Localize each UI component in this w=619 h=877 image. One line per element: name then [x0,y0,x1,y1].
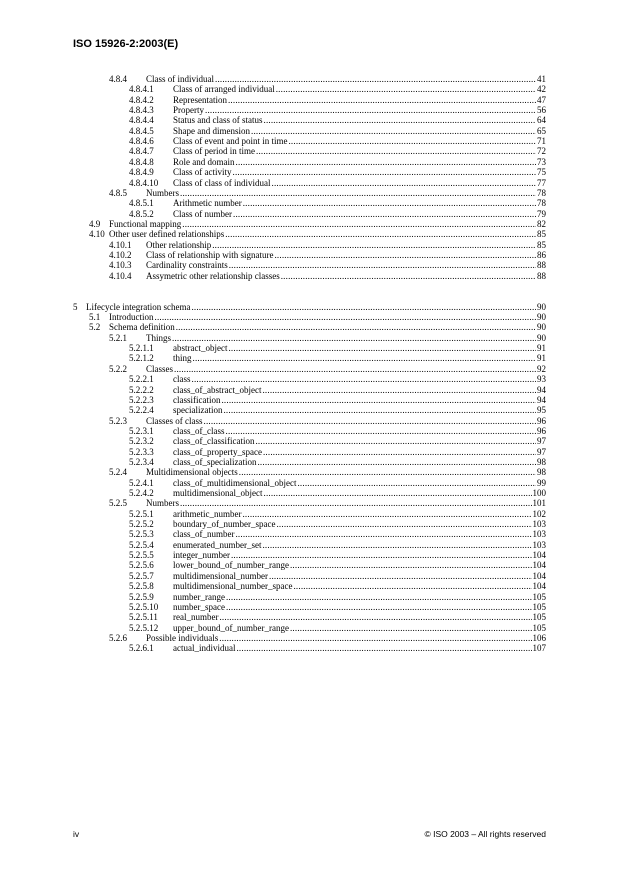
toc-entry-page: 65 [537,125,546,136]
toc-entry-page: 90 [537,332,546,343]
toc-entry-number: 5.2.5.1 [129,508,154,519]
toc-leader-dots [193,353,536,364]
toc-leader-dots [276,84,536,95]
toc-leader-dots [174,364,536,375]
toc-entry-title: multidimensional_number [173,570,268,581]
toc-entry-number: 4.8.5 [109,187,127,198]
toc-entry-number: 5.2.5.9 [129,591,154,602]
toc-entry[interactable] [129,540,546,551]
toc-entry-number: 5.2.3.1 [129,425,154,436]
toc-leader-dots [226,426,537,437]
toc-entry-page: 95 [537,405,546,416]
toc-entry[interactable] [109,260,546,271]
toc-entry-page: 90 [537,301,546,312]
toc-entry[interactable] [129,436,546,447]
toc-entry-title: Introduction [109,312,154,323]
footer-copyright: © ISO 2003 – All rights reserved [424,829,546,839]
toc-entry-page: 103 [532,519,546,530]
toc-entry[interactable] [89,219,546,230]
toc-entry[interactable] [129,478,546,489]
toc-entry[interactable] [129,146,546,157]
toc-leader-dots [251,126,536,137]
toc-entry[interactable] [109,633,546,644]
toc-entry-number: 4.8.4.2 [129,94,154,105]
toc-entry-page: 78 [537,198,546,209]
toc-entry-title: actual_individual [173,643,236,654]
toc-entry-number: 5.2.4.1 [129,477,154,488]
toc-entry-title: enumerated_number_set [173,539,262,550]
toc-leader-dots [229,260,536,271]
toc-leader-dots [269,571,532,582]
toc-leader-dots [228,343,536,354]
toc-entry[interactable] [109,271,546,282]
toc-entry[interactable] [109,240,546,251]
toc-entry-title: class_of_class [173,425,225,436]
toc-leader-dots [235,529,531,540]
toc-leader-dots [215,74,536,85]
toc-entry-title: Class of event and point in time [173,136,288,147]
toc-entry-title: Things [146,332,172,343]
toc-entry-title: class_of_specialization [173,456,257,467]
toc-entry-number: 5.2.5.5 [129,550,154,561]
toc-entry[interactable] [129,519,546,530]
toc-entry-page: 104 [532,581,546,592]
toc-entry-number: 4.9 [89,218,101,229]
toc-entry[interactable] [129,488,546,499]
toc-entry[interactable] [109,188,546,199]
toc-entry[interactable] [109,416,546,427]
toc-entry-number: 5.2.5.7 [129,570,154,581]
toc-entry-number: 5.2.1.1 [129,343,154,354]
toc-entry-title: Class of activity [173,167,232,178]
toc-entry-page: 56 [537,105,546,116]
toc-entry-number: 5.2.2.4 [129,405,154,416]
toc-entry-title: Cardinality constraints [146,260,228,271]
toc-entry-title: Other user defined relationships [109,229,225,240]
toc-entry-title: Numbers [146,498,179,509]
toc-entry-page: 42 [537,84,546,95]
toc-entry-title: Classes [146,363,173,374]
toc-entry-title: thing [173,353,192,364]
toc-entry-page: 103 [532,539,546,550]
toc-entry[interactable] [129,612,546,623]
toc-entry-title: class [173,374,191,385]
toc-entry-page: 85 [537,239,546,250]
toc-entry[interactable] [109,364,546,375]
toc-entry[interactable] [89,229,546,240]
toc-entry-number: 5 [73,301,78,312]
toc-entry-page: 82 [537,218,546,229]
toc-entry-page: 77 [537,177,546,188]
toc-entry[interactable] [129,395,546,406]
toc-entry[interactable] [129,136,546,147]
toc-leader-dots [221,395,536,406]
toc-entry-page: 104 [532,550,546,561]
toc-leader-dots [204,416,537,427]
toc-entry-number: 5.2.3 [109,415,127,426]
document-header: ISO 15926-2:2003(E) [73,38,179,50]
toc-entry-number: 5.2.5.3 [129,529,154,540]
toc-entry-number: 5.2 [89,322,101,333]
toc-entry-page: 106 [532,632,546,643]
toc-entry-page: 41 [537,74,546,84]
toc-leader-dots [243,198,536,209]
toc-entry[interactable] [129,374,546,385]
toc-entry-number: 5.2.5.12 [129,622,159,633]
toc-entry-title: Other relationship [146,239,212,250]
toc-entry-title: multidimensional_object [173,488,263,498]
toc-entry-number: 4.10.1 [109,239,132,250]
toc-leader-dots [262,540,531,551]
toc-entry-page: 97 [537,446,546,457]
toc-entry-title: class_of_abstract_object [173,384,262,395]
toc-entry-title: number_space [173,601,225,612]
footer-page-number: iv [73,829,80,839]
toc-entry[interactable] [129,602,546,613]
toc-entry-number: 4.8.4 [109,74,127,84]
toc-entry-title: Class of class of individual [173,177,271,188]
toc-entry-number: 5.2.1.2 [129,353,154,364]
toc-leader-dots [236,643,531,654]
toc-entry-page: 85 [537,229,546,240]
toc-entry-title: Assymetric other relationship classes [146,270,280,281]
toc-leader-dots [276,519,531,530]
toc-leader-dots [155,312,537,323]
toc-entry-number: 5.2.2.1 [129,374,154,385]
toc-entry-number: 4.8.4.10 [129,177,159,188]
toc-entry-title: real_number [173,612,219,623]
toc-entry[interactable] [109,74,546,85]
toc-leader-dots [212,240,536,251]
toc-entry-title: Possible individuals [146,632,219,643]
toc-leader-dots [172,333,536,344]
toc-entry-number: 5.2.5.4 [129,539,154,550]
toc-entry[interactable] [129,198,546,209]
toc-entry-title: Functional mapping [109,218,182,229]
toc-leader-dots [225,229,536,240]
toc-entry-title: Class of individual [146,74,214,84]
toc-entry-page: 103 [532,529,546,540]
toc-entry-title: Arithmetic number [173,198,242,209]
toc-entry-page: 88 [537,270,546,281]
toc-entry-number: 5.2.5.10 [129,601,159,612]
toc-entry-title: abstract_object [173,343,228,354]
toc-leader-dots [242,509,531,520]
toc-entry-title: lower_bound_of_number_range [173,560,289,571]
toc-entry[interactable] [129,447,546,458]
toc-entry-page: 96 [537,425,546,436]
toc-leader-dots [228,95,536,106]
toc-entry-title: Shape and dimension [173,125,250,136]
toc-leader-dots [176,322,536,333]
toc-entry-page: 98 [537,467,546,478]
toc-entry-title: Lifecycle integration schema [86,301,191,312]
toc-entry-number: 4.8.4.5 [129,125,154,136]
toc-entry-number: 5.2.6 [109,632,127,643]
toc-entry[interactable] [109,498,546,509]
toc-entry-number: 4.8.5.2 [129,208,154,219]
toc-entry-page: 90 [537,312,546,323]
toc-entry-page: 64 [537,115,546,126]
toc-entry-page: 91 [537,353,546,364]
toc-entry-title: Numbers [146,187,179,198]
toc-entry-number: 4.10.3 [109,260,132,271]
toc-entry-number: 5.2.3.3 [129,446,154,457]
toc-entry[interactable] [129,550,546,561]
toc-entry-number: 5.2.5.2 [129,519,154,530]
toc-entry-page: 107 [532,643,546,654]
toc-entry-page: 88 [537,260,546,271]
toc-entry-title: specialization [173,405,223,416]
toc-entry[interactable] [109,250,546,261]
toc-entry-page: 97 [537,436,546,447]
toc-entry-number: 5.2.4 [109,467,127,478]
toc-entry[interactable] [73,302,546,313]
toc-entry-number: 4.8.4.8 [129,156,154,167]
toc-entry[interactable] [129,581,546,592]
toc-entry-page: 99 [537,477,546,488]
toc-entry-page: 105 [532,612,546,623]
toc-entry-page: 78 [537,187,546,198]
toc-entry[interactable] [129,126,546,137]
toc-leader-dots [290,560,532,571]
toc-entry-page: 79 [537,208,546,219]
toc-entry[interactable] [129,571,546,582]
toc-entry-number: 4.10 [89,229,105,240]
toc-entry-title: Class of arranged individual [173,84,275,95]
toc-entry[interactable] [129,509,546,520]
toc-leader-dots [257,457,536,468]
toc-entry-page: 47 [537,94,546,105]
toc-leader-dots [236,157,537,168]
toc-entry-title: number_range [173,591,225,602]
toc-entry-title: Class of period in time [173,146,255,157]
toc-entry-number: 4.8.4.4 [129,115,154,126]
toc-entry[interactable] [129,157,546,168]
toc-leader-dots [274,250,536,261]
toc-entry-page: 101 [532,498,546,509]
toc-entry-number: 5.2.5.6 [129,560,154,571]
toc-leader-dots [233,209,536,220]
toc-entry-page: 72 [537,146,546,157]
toc-entry-page: 71 [537,136,546,147]
toc-leader-dots [290,623,532,634]
toc-entry-title: Class of relationship with signature [146,249,274,260]
toc-entry-number: 5.2.4.2 [129,488,154,498]
toc-entry[interactable] [129,167,546,178]
toc-entry[interactable] [129,385,546,396]
toc-entry[interactable] [129,178,546,189]
toc-entry-number: 5.2.1 [109,332,127,343]
toc-entry[interactable] [129,405,546,416]
toc-entry-page: 90 [537,322,546,333]
toc-entry[interactable] [129,353,546,364]
toc-entry-page: 100 [532,488,546,498]
toc-entry-number: 4.8.4.7 [129,146,154,157]
toc-entry-page: 94 [537,394,546,405]
toc-leader-dots [219,633,531,644]
toc-leader-dots [281,271,536,282]
toc-leader-dots [233,167,537,178]
toc-entry[interactable] [129,84,546,95]
toc-entry-number: 5.2.2 [109,363,127,374]
toc-entry-number: 5.2.5 [109,498,127,509]
toc-entry-title: Classes of class [146,415,203,426]
toc-entry[interactable] [129,560,546,571]
toc-entry[interactable] [129,426,546,437]
toc-entry[interactable] [129,643,546,654]
toc-leader-dots [180,498,532,509]
toc-entry-number: 5.2.2.3 [129,394,154,405]
toc-entry-title: boundary_of_number_space [173,519,276,530]
toc-leader-dots [226,592,532,603]
toc-entry-title: Role and domain [173,156,235,167]
toc-entry-number: 5.2.6.1 [129,643,154,654]
toc-entry-page: 98 [537,456,546,467]
toc-entry[interactable] [89,312,546,323]
toc-leader-dots [264,115,537,126]
toc-entry[interactable] [109,467,546,478]
toc-entry-title: Multidimensional objects [146,467,238,478]
toc-leader-dots [256,146,536,157]
toc-entry[interactable] [129,95,546,106]
toc-entry-page: 105 [532,591,546,602]
toc-entry-number: 4.8.5.1 [129,198,154,209]
toc-leader-dots [191,302,536,313]
toc-entry-number: 4.10.4 [109,270,132,281]
toc-entry[interactable] [89,322,546,333]
toc-leader-dots [239,467,536,478]
toc-entry-page: 75 [537,167,546,178]
toc-entry[interactable] [129,105,546,116]
toc-entry-page: 105 [532,622,546,633]
toc-entry[interactable] [129,343,546,354]
toc-entry-title: class_of_number [173,529,235,540]
toc-leader-dots [219,612,531,623]
toc-leader-dots [182,219,536,230]
toc-entry-title: class_of_multidimensional_object [173,477,297,488]
toc-entry-number: 4.8.4.3 [129,105,154,116]
toc-entry-page: 94 [537,384,546,395]
toc-entry[interactable] [109,333,546,344]
toc-entry-number: 5.2.3.2 [129,436,154,447]
toc-leader-dots [226,602,532,613]
toc-entry-title: class_of_property_space [173,446,262,457]
toc-leader-dots [262,385,536,396]
toc-entry[interactable] [129,592,546,603]
toc-entry-page: 73 [537,156,546,167]
toc-entry-number: 4.8.4.9 [129,167,154,178]
toc-entry[interactable] [129,623,546,634]
toc-entry-title: classification [173,394,221,405]
toc-entry-title: Status and class of status [173,115,263,126]
toc-leader-dots [263,447,536,458]
toc-leader-dots [223,405,536,416]
toc-entry-number: 5.2.5.11 [129,612,158,623]
toc-entry-page: 91 [537,343,546,354]
toc-leader-dots [231,550,532,561]
toc-entry-title: Class of number [173,208,232,219]
toc-entry[interactable] [129,529,546,540]
toc-leader-dots [255,436,536,447]
toc-leader-dots [297,478,536,489]
toc-leader-dots [293,581,531,592]
toc-entry[interactable] [129,209,546,220]
toc-entry-number: 4.8.4.1 [129,84,154,95]
toc-entry-page: 86 [537,249,546,260]
toc-entry-title: Property [173,105,204,116]
toc-leader-dots [180,188,536,199]
toc-entry-number: 4.8.4.6 [129,136,154,147]
toc-entry-number: 5.2.5.8 [129,581,154,592]
toc-entry-number: 5.1 [89,312,101,323]
toc-leader-dots [205,105,536,116]
toc-entry-page: 93 [537,374,546,385]
toc-leader-dots [264,488,532,499]
toc-entry-title: upper_bound_of_number_range [173,622,289,633]
toc-entry-page: 96 [537,415,546,426]
toc-entry-title: integer_number [173,550,230,561]
toc-entry-title: multidimensional_number_space [173,581,293,592]
toc-entry[interactable] [129,457,546,468]
toc-entry-page: 104 [532,560,546,571]
toc-entry-page: 104 [532,570,546,581]
toc-entry-number: 5.2.2.2 [129,384,154,395]
toc-entry-page: 92 [537,363,546,374]
toc-entry-title: Schema definition [109,322,175,333]
toc-entry-page: 105 [532,601,546,612]
toc-entry-number: 5.2.3.4 [129,456,154,467]
toc-entry-number: 4.10.2 [109,249,132,260]
toc-leader-dots [288,136,536,147]
toc-entry[interactable] [129,115,546,126]
toc-entry-title: Representation [173,94,227,105]
toc-entry-page: 102 [532,508,546,519]
toc-leader-dots [272,178,537,189]
toc-entry-title: class_of_classification [173,436,255,447]
toc-leader-dots [192,374,537,385]
toc-entry-title: arithmetic_number [173,508,242,519]
